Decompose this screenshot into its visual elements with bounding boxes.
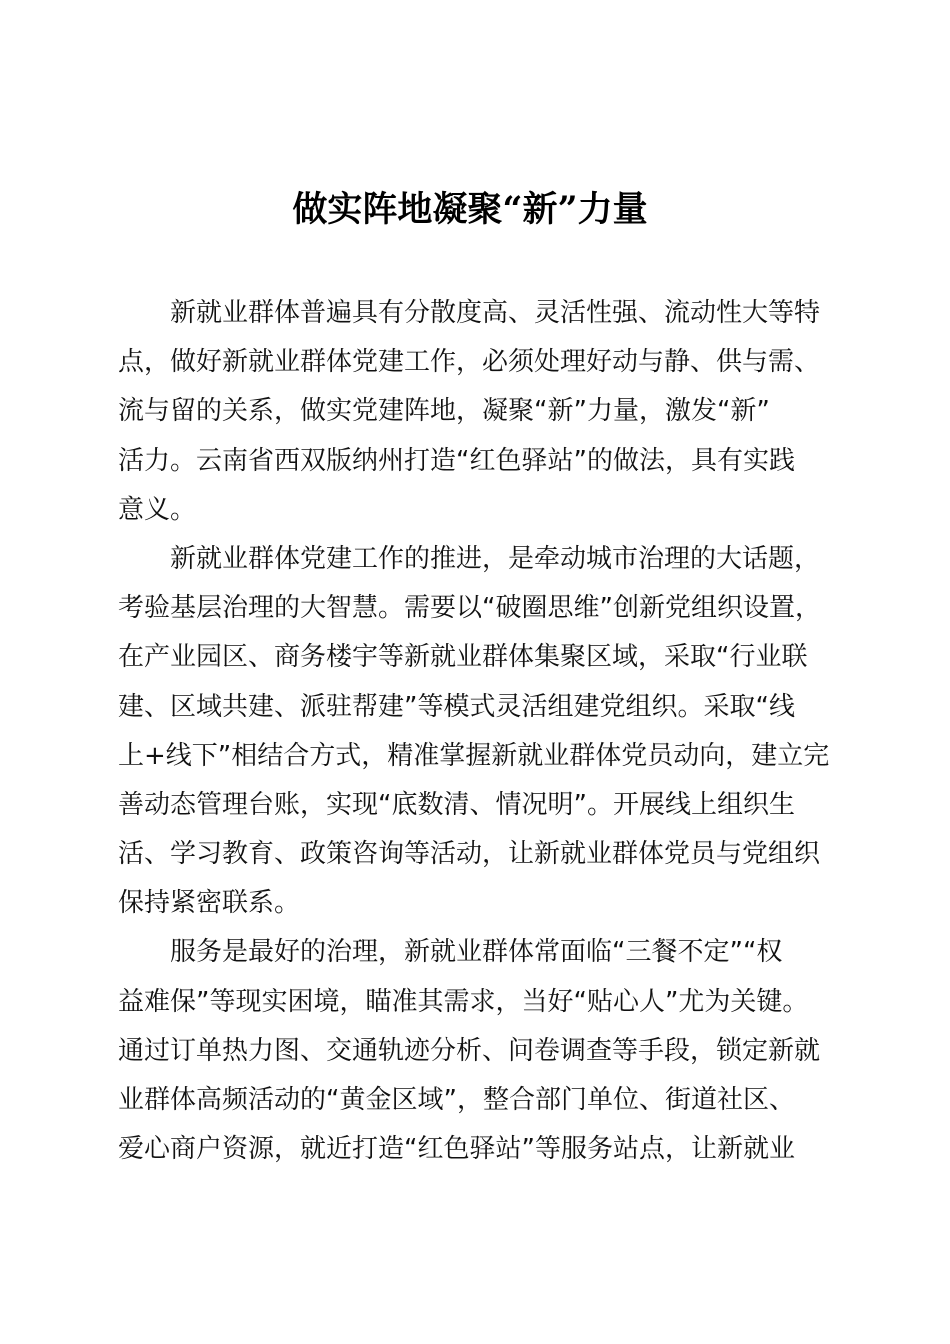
paragraph-line: 上+线下”相结合方式，精准掌握新就业群体党员动向，建立完 (118, 740, 830, 771)
paragraph-line: 活、学习教育、政策咨询等活动，让新就业群体党员与党组织 (118, 839, 821, 870)
paragraph-3 (118, 928, 838, 1174)
paragraph-line: 新就业群体普遍具有分散度高、灵活性强、流动性大等特 (170, 298, 821, 328)
paragraph-line: 意义。 (118, 494, 197, 525)
paragraph-line: 益难保”等现实困境，瞄准其需求，当好“贴心人”尤为关键。 (118, 986, 809, 1017)
paragraph-line: 考验基层治理的大智慧。需要以“破圈思维”创新党组织设置， (118, 593, 821, 624)
paragraph-line: 保持紧密联系。 (118, 888, 301, 919)
paragraph-line: 通过订单热力图、交通轨迹分析、问卷调查等手段，锁定新就 (118, 1035, 821, 1066)
paragraph-line: 善动态管理台账，实现“底数清、情况明”。开展线上组织生 (118, 789, 795, 820)
paragraph-2 (118, 535, 838, 929)
paragraph-line: 爱心商户资源，就近打造“红色驿站”等服务站点，让新就业 (118, 1134, 795, 1165)
paragraph-1 (118, 289, 838, 535)
paragraph-line: 在产业园区、商务楼宇等新就业群体集聚区域，采取“行业联 (118, 642, 808, 673)
paragraph-line: 服务是最好的治理，新就业群体常面临“三餐不定”“权 (170, 937, 783, 968)
document-body (118, 289, 838, 1174)
document-title: 做实阵地凝聚“新”力量 (292, 189, 648, 230)
paragraph-line: 业群体高频活动的“黄金区域”，整合部门单位、街道社区、 (118, 1085, 795, 1115)
paragraph-line: 活力。云南省西双版纳州打造“红色驿站”的做法，具有实践 (118, 445, 795, 476)
paragraph-line: 流与留的关系，做实党建阵地，凝聚“新”力量，激发“新” (118, 396, 770, 427)
paragraph-line: 点，做好新就业群体党建工作，必须处理好动与静、供与需、 (118, 347, 821, 378)
paragraph-line: 建、区域共建、派驻帮建”等模式灵活组建党组织。采取“线 (118, 691, 795, 722)
paragraph-line: 新就业群体党建工作的推进，是牵动城市治理的大话题， (170, 543, 821, 574)
